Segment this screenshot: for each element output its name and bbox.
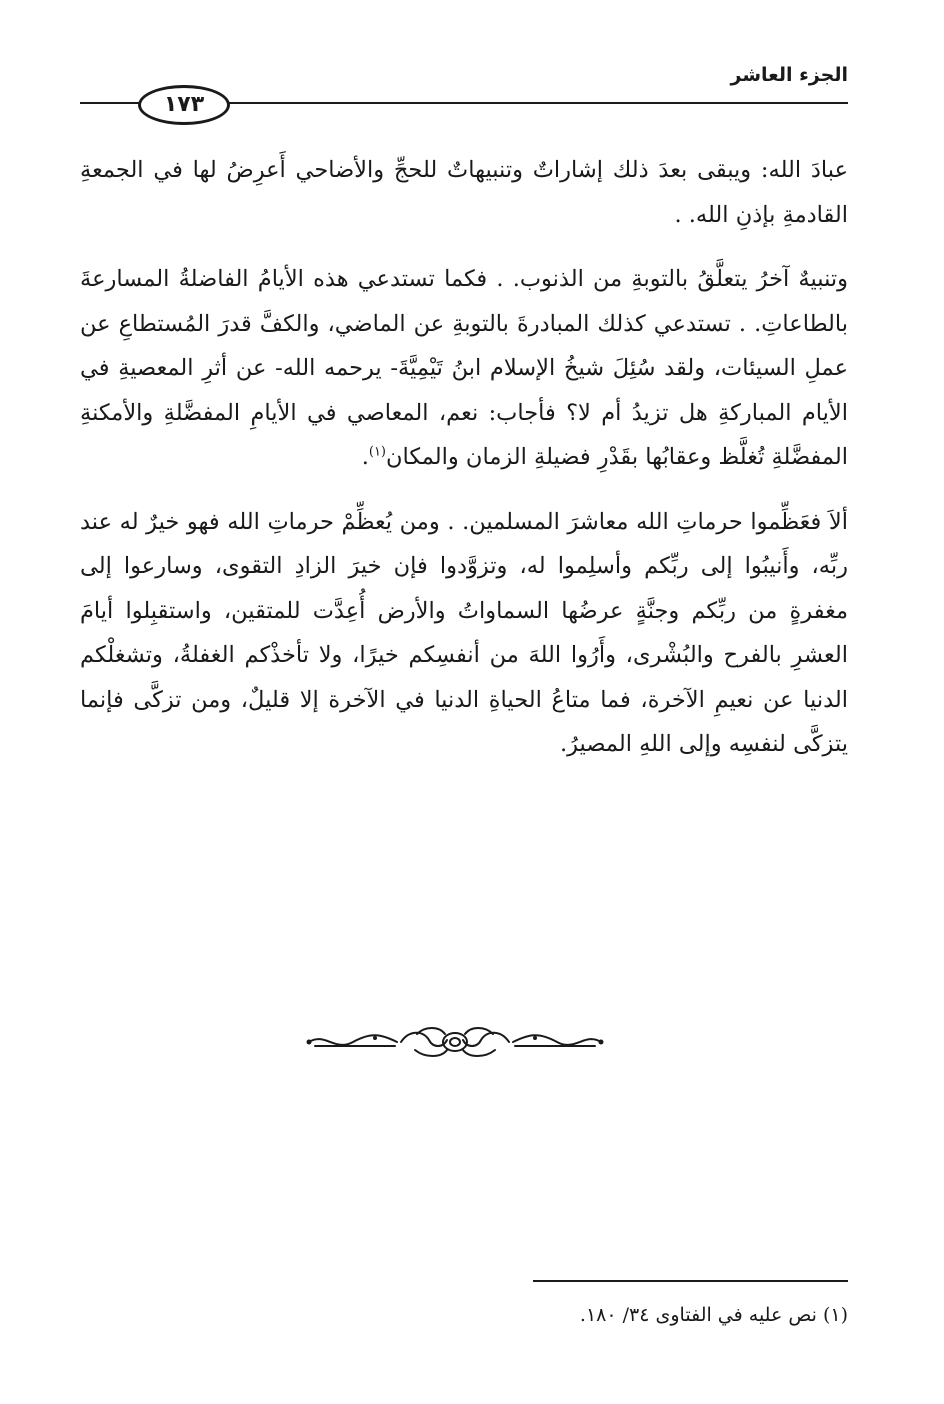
paragraph-3: ألاَ فعَظِّموا حرماتِ الله معاشرَ المسلمين. . ومن يُعظِّمْ حرماتِ الله فهو خيرٌ له عند ربِّه، وأَنيبُوا إلى ربِّكم وأسلِموا له، وتزوَّدوا فإن خيرَ الزادِ التقوى، وسارعوا إلى مغفرةٍ من ربِّكم وجنَّةٍ عرضُها السماواتُ والأرض أُعِدَّت للمتقين، واستقبِلوا أيامَ العشرِ بالفرح والبُشْرى، وأَرُوا اللهَ من أنفسِكم خيرًا، ولا تأخذْكم الغفلةُ، وتشغلْكم الدنيا عن نعيمِ الآخرة، فما متاعُ الحياةِ الدنيا في الآخرة إلا قليلٌ، ومن تزكَّى فإنما يتزكَّى لنفسِه وإلى اللهِ المصيرُ. (80, 508, 848, 757)
decorative-ornament (305, 1022, 605, 1062)
body-text (80, 148, 848, 787)
page-number: ١٧٣ (138, 85, 230, 125)
running-title: الجزء العاشر (730, 64, 848, 86)
footnote: (١) نص عليه في الفتاوى ٣٤/ ١٨٠. (579, 1304, 848, 1326)
page-header (80, 60, 848, 116)
footnote-reference[interactable]: (١) (368, 444, 386, 460)
paragraph-2 (80, 257, 848, 480)
footnote-rule (533, 1280, 848, 1282)
paragraph-2-text: وتنبيهٌ آخرُ يتعلَّقُ بالتوبةِ من الذنوب. . فكما تستدعي هذه الأيامُ الفاضلةُ المسارعةَ بالطاعاتِ. . تستدعي كذلك المبادرةَ بالتوبةِ عن الماضي، والكفَّ قدرَ المُستطاعِ عن عملِ السيئات، ولقد سُئِلَ شيخُ الإسلام ابنُ تَيْمِيَّةَ- يرحمه الله- عن أثرِ المعصيةِ في الأيام المباركةِ هل تزيدُ أم لا؟ فأجاب: نعم، المعاصي في الأيامِ المفضَّلةِ والأمكنةِ المفضَّلةِ تُغلَّظ وعقابُها بقَدْرِ فضيلةِ الزمان والمكان (80, 266, 848, 470)
paragraph-1: عبادَ الله: ويبقى بعدَ ذلك إشاراتٌ وتنبيهاتٌ للحجِّ والأضاحي أَعرِضُ لها في الجمعةِ القادمةِ بإذنِ الله. . (80, 157, 848, 228)
paragraph-2-end: . (361, 444, 369, 470)
